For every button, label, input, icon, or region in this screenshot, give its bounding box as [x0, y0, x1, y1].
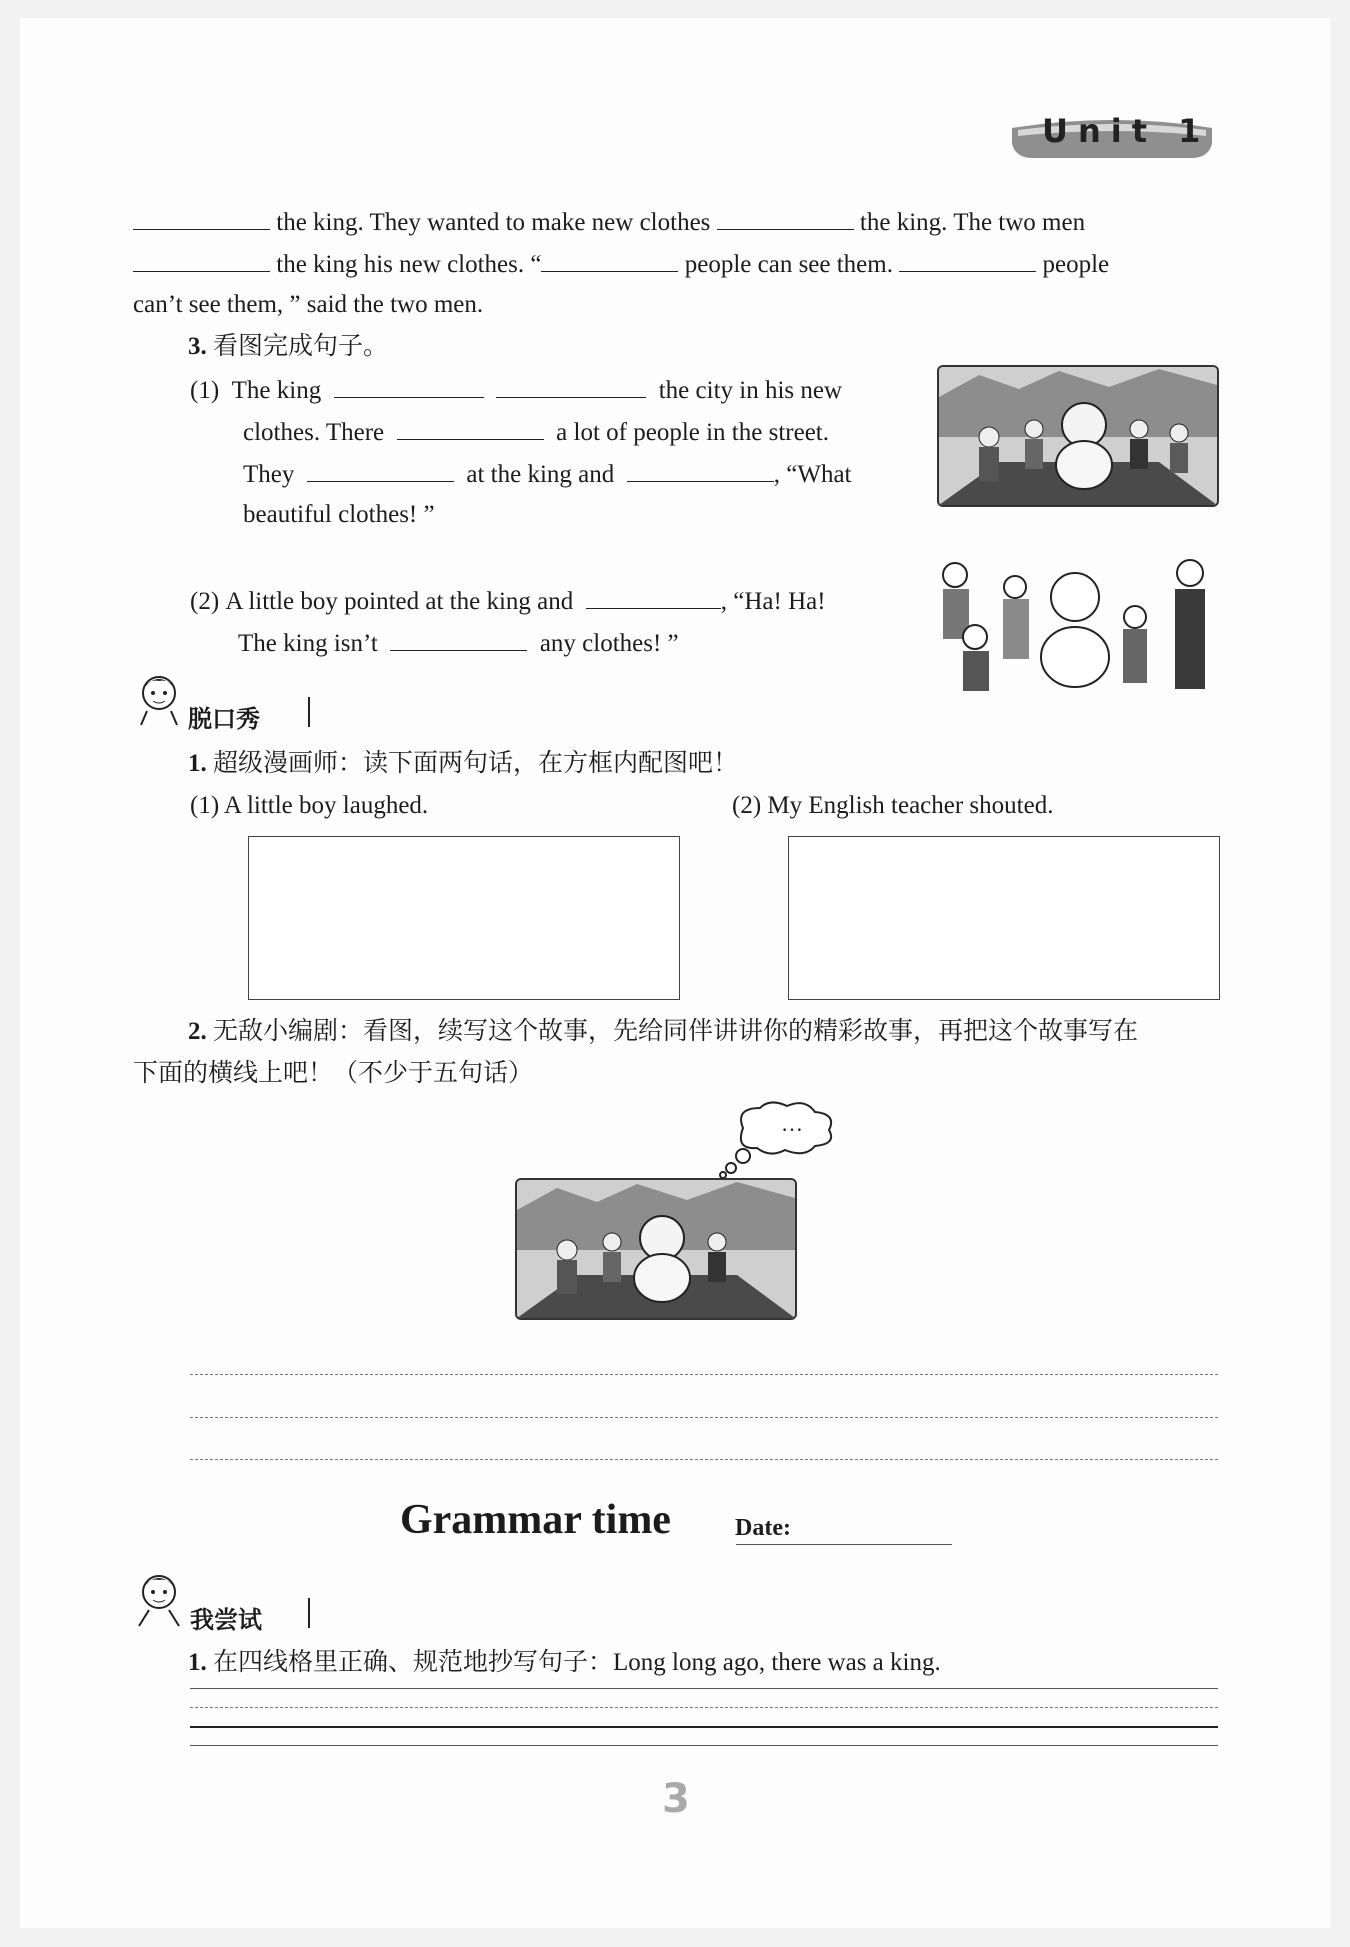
blank[interactable]: [133, 247, 270, 272]
cartoon-girl-icon: [133, 671, 185, 727]
four-line-grid-line-1[interactable]: [190, 1688, 1218, 1689]
q3-p1-line4: beautiful clothes! ”: [243, 501, 435, 528]
cartoon-girl-icon: [133, 1570, 185, 1628]
grammar-title: Grammar time: [400, 1497, 671, 1543]
unit-label: Unit 1: [1042, 112, 1211, 150]
boy-points-illustration: [935, 557, 1217, 695]
try-q1-line: 1. 在四线格里正确、规范地抄写句子：Long long ago, there was a king.: [188, 1649, 941, 1676]
story-picture: [515, 1178, 797, 1320]
talk-show-heading: 脱口秀: [188, 705, 260, 733]
date-line[interactable]: [736, 1544, 952, 1545]
page-number: 3: [662, 1776, 690, 1822]
writing-line-3[interactable]: [190, 1459, 1218, 1460]
blank[interactable]: [899, 247, 1036, 272]
blank[interactable]: [390, 626, 527, 651]
thought-bubble-icon: [715, 1098, 840, 1178]
try-it-heading: 我尝试: [190, 1606, 262, 1634]
drawing-box-1[interactable]: [248, 836, 680, 1000]
drawing-box-2[interactable]: [788, 836, 1220, 1000]
four-line-grid-line-4[interactable]: [190, 1745, 1218, 1746]
q3-p2-line1: (2) A little boy pointed at the king and , “Ha! Ha!: [190, 584, 826, 618]
blank[interactable]: [541, 247, 678, 272]
story-line-2: the king his new clothes. “ people can see them. people: [133, 247, 1109, 281]
q3-p1-line1: (1) The king the city in his new: [190, 373, 842, 407]
q3-p1-line2: clothes. There a lot of people in the street.: [243, 415, 829, 449]
story-line-3: can’t see them, ” said the two men.: [133, 291, 484, 318]
blank[interactable]: [717, 205, 854, 230]
blank[interactable]: [334, 373, 484, 398]
story-line-1: the king. They wanted to make new clothes the king. The two men: [133, 205, 1085, 239]
talk-q1-sentence-2: (2) My English teacher shouted.: [732, 792, 1054, 819]
four-line-grid-line-2[interactable]: [190, 1707, 1218, 1708]
blank[interactable]: [133, 205, 270, 230]
heading-divider: [308, 1598, 310, 1628]
talk-q1-sentence-1: (1) A little boy laughed.: [190, 792, 429, 819]
heading-divider: [308, 697, 310, 727]
thought-text: …: [781, 1111, 803, 1136]
talk-q2-line1: 2. 无敌小编剧：看图，续写这个故事，先给同伴讲讲你的精彩故事，再把这个故事写在: [188, 1018, 1139, 1045]
blank[interactable]: [586, 584, 721, 609]
q3-title: 3. 看图完成句子。: [188, 333, 389, 360]
talk-q2-line2: 下面的横线上吧！（不少于五句话）: [133, 1060, 534, 1087]
blank[interactable]: [496, 373, 646, 398]
king-parade-illustration: [937, 365, 1219, 507]
blank[interactable]: [627, 457, 774, 482]
q3-p1-line3: They at the king and , “What: [243, 457, 852, 491]
writing-line-1[interactable]: [190, 1374, 1218, 1375]
blank[interactable]: [307, 457, 454, 482]
blank[interactable]: [397, 415, 544, 440]
four-line-grid-line-3[interactable]: [190, 1726, 1218, 1728]
date-label: Date:: [735, 1515, 791, 1541]
q3-p2-line2: The king isn’t any clothes! ”: [238, 626, 679, 660]
talk-q1-title: 1. 超级漫画师：读下面两句话，在方框内配图吧！: [188, 750, 739, 777]
writing-line-2[interactable]: [190, 1417, 1218, 1418]
